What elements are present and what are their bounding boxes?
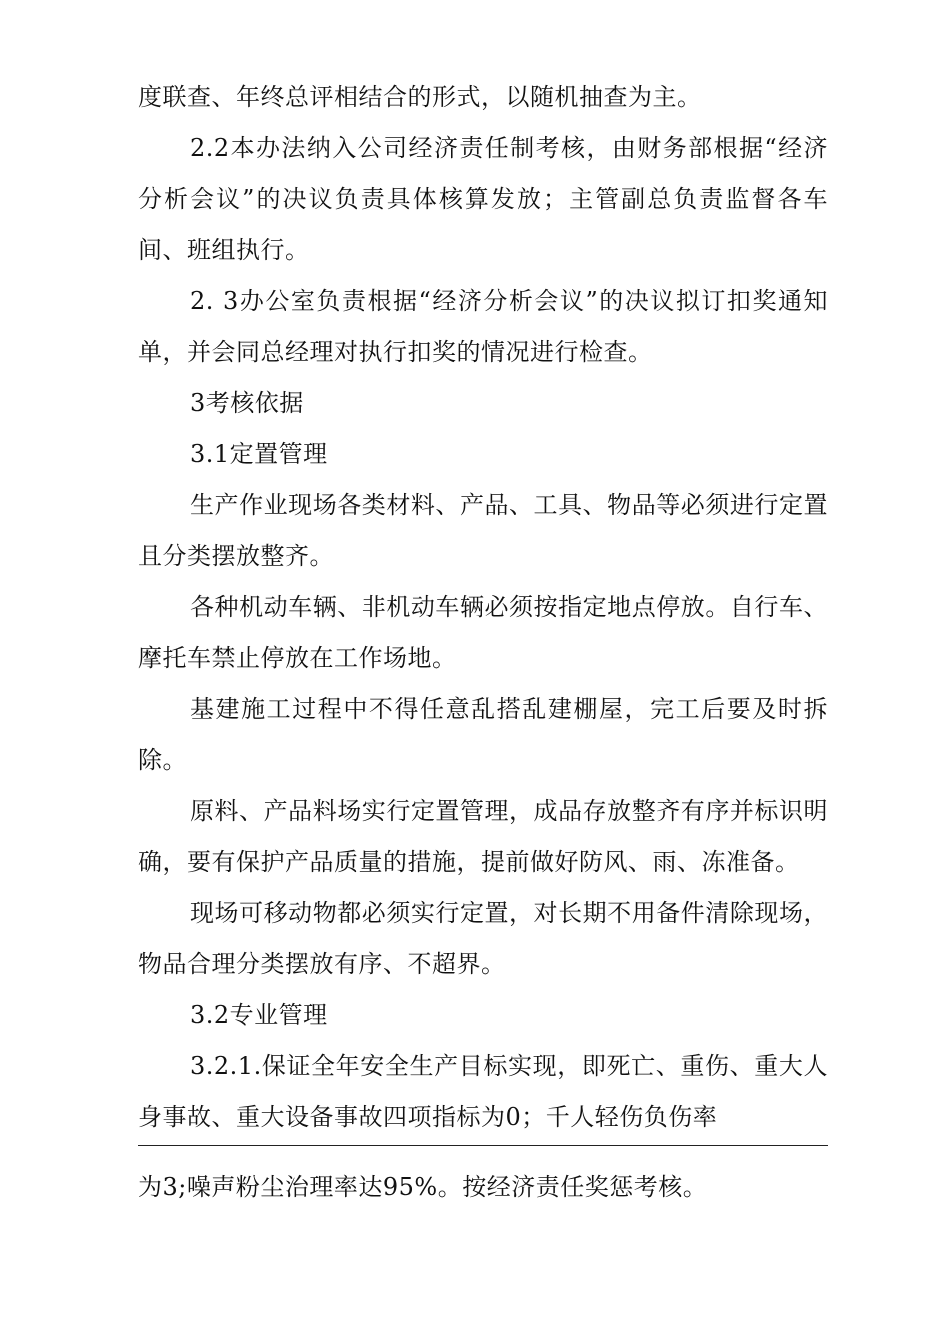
paragraph: 2. 3办公室负责根据“经济分析会议”的决议拟订扣奖通知单，并会同总经理对执行扣奖的情况进行检查。 <box>138 287 828 366</box>
paragraph: 2.2本办法纳入公司经济责任制考核，由财务部根据“经济分析会议”的决议负责具体核算发放；主管副总负责监督各车间、班组执行。 <box>138 134 828 264</box>
paragraph: 生产作业现场各类材料、产品、工具、物品等必须进行定置且分类摆放整齐。 <box>138 491 828 570</box>
footnote-text: 为3;噪声粉尘治理率达95%。按经济责任奖惩考核。 <box>138 1173 708 1201</box>
subsection-heading: 3.1定置管理 <box>190 440 328 468</box>
paragraph: 度联查、年终总评相结合的形式，以随机抽查为主。 <box>138 83 702 111</box>
subsection-heading: 3.2专业管理 <box>190 1001 328 1029</box>
section-heading: 3考核依据 <box>190 389 304 417</box>
paragraph: 3.2.1.保证全年安全生产目标实现，即死亡、重伤、重大人身事故、重大设备事故四项指标为0；千人轻伤负伤率 <box>138 1052 828 1131</box>
document-body <box>138 72 828 1143</box>
paragraph: 现场可移动物都必须实行定置，对长期不用备件清除现场，物品合理分类摆放有序、不超界。 <box>138 899 828 978</box>
paragraph: 基建施工过程中不得任意乱搭乱建棚屋，完工后要及时拆除。 <box>138 695 828 774</box>
paragraph: 原料、产品料场实行定置管理，成品存放整齐有序并标识明确，要有保护产品质量的措施，提前做好防风、雨、冻准备。 <box>138 797 828 876</box>
paragraph: 各种机动车辆、非机动车辆必须按指定地点停放。自行车、摩托车禁止停放在工作场地。 <box>138 593 828 672</box>
footnote-divider <box>138 1145 828 1146</box>
